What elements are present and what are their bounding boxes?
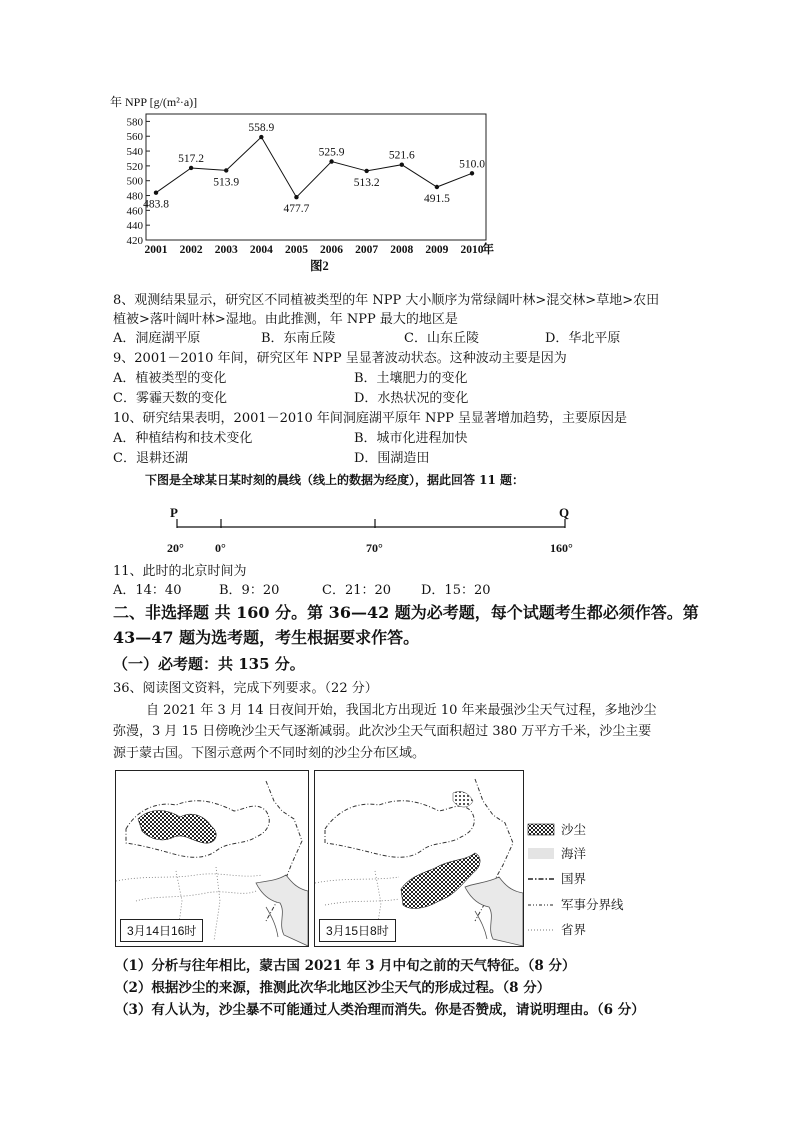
y-tick-label: 420 [126,235,143,247]
y-tick-label: 540 [126,146,143,159]
data-point [189,166,193,170]
terminator-label-70: 70° [366,541,383,555]
data-point [470,171,474,175]
q8-stem-line1: 8、观测结果显示，研究区不同植被类型的年 NPP 大小顺序为常绿阔叶林>混交林>草地>农田 [113,293,660,308]
legend-ocean-swatch [527,847,557,861]
q8-options [113,330,653,348]
q10-option-d[interactable]: D．围湖造田 [354,451,430,466]
map-march-15 [314,770,524,947]
map-march-14 [115,770,309,947]
q9-option-d[interactable]: D．水热状况的变化 [354,391,469,406]
q36-para-line1: 自 2021 年 3 月 14 日夜间开始，我国北方出现近 10 年来最强沙尘天气过程，多地沙尘 [146,703,657,718]
required-section-heading: （一）必考题：共 135 分。 [113,655,305,673]
legend-border-swatch [527,872,557,886]
figure-intro: 下图是全球某日某时刻的晨线（线上的数据为经度），据此回答 11 题： [145,473,525,487]
legend-province-swatch [527,923,557,937]
q10-stem: 10、研究结果表明，2001－2010 年间洞庭湖平原年 NPP 呈显著增加趋势，主要原因是 [113,411,627,426]
data-value-label: 477.7 [283,203,310,216]
q9-stem: 9、2001－2010 年间，研究区年 NPP 呈显著波动状态。这种波动主要是因为 [113,351,567,366]
q9-options-row1 [113,370,513,388]
legend-military-line-label: 军事分界线 [561,898,624,912]
data-point [329,159,333,163]
data-point [435,185,439,189]
legend-dust-label: 沙尘 [561,823,587,837]
q36-para-line3: 源于蒙古国。下图示意两个不同时刻的沙尘分布区域。 [113,746,426,761]
y-tick-label: 480 [126,190,143,203]
q36-sub2: （2）根据沙尘的来源，推测此次华北地区沙尘天气的形成过程。（8 分） [115,980,551,996]
q8-option-a[interactable]: A．洞庭湖平原 [113,331,201,346]
x-tick-label: 2007 [355,244,379,256]
data-point [364,169,368,173]
y-tick-label: 460 [126,205,143,218]
legend-border-label: 国界 [561,872,587,886]
chart-caption: 图2 [310,259,329,273]
data-point [294,195,298,199]
section2-heading-line2: 43—47 题为选考题，考生根据要求作答。 [113,628,420,647]
q10-options-row1 [113,430,513,448]
map-march-14-label: 3月14日16时 [120,919,203,942]
data-point [400,162,404,166]
data-value-label: 513.2 [353,176,380,189]
q36-para-line2: 弥漫，3 月 15 日傍晚沙尘天气逐渐减弱。此次沙尘天气面积超过 380 万平方千米，沙尘主要 [113,724,652,739]
x-tick-label: 2009 [425,244,449,256]
q8-stem-line2: 植被>落叶阔叶林>湿地。由此推测，年 NPP 最大的地区是 [113,312,458,327]
terminator-line-figure [160,500,600,560]
data-value-label: 513.9 [213,176,240,189]
legend-dust-swatch [527,823,557,837]
q36-sub3: （3）有人认为，沙尘暴不可能通过人类治理而消失。你是否赞成，请说明理由。（6 分） [115,1002,645,1018]
x-tick-label: 2003 [214,244,238,256]
q8-option-d[interactable]: D．华北平原 [545,331,621,346]
q9-option-c[interactable]: C．雾霾天数的变化 [113,391,227,406]
section2-heading-line1: 二、非选择题 共 160 分。第 36—42 题为必考题，每个试题考生都必须作答。第 [113,603,699,622]
terminator-end-q: Q [559,505,570,520]
x-tick-label: 2001 [144,244,168,256]
map-march-15-label: 3月15日8时 [319,919,396,942]
data-point [259,135,263,139]
q8-option-c[interactable]: C．山东丘陵 [404,331,479,346]
q9-option-a[interactable]: A．植被类型的变化 [113,371,227,386]
data-value-label: 558.9 [248,122,275,135]
data-value-label: 521.6 [388,149,415,162]
x-tick-label: 2004 [249,244,273,256]
data-value-label: 517.2 [178,152,205,165]
q9-options-row2 [113,390,513,408]
y-tick-label: 440 [126,220,143,233]
x-tick-label: 2005 [284,244,308,256]
y-tick-label: 520 [126,160,143,173]
q11-stem: 11、此时的北京时间为 [113,564,247,579]
q10-option-c[interactable]: C．退耕还湖 [113,451,188,466]
q11-option-c[interactable]: C．21：20 [322,583,392,598]
q36-stem: 36、阅读图文资料，完成下列要求。（22 分） [113,681,378,696]
chart-y-axis-label: 年 NPP [g/(m²·a)] [110,95,198,109]
q11-option-d[interactable]: D．15：20 [421,583,491,598]
map-legend [527,820,627,945]
y-tick-label: 580 [126,116,143,129]
q8-option-b[interactable]: B．东南丘陵 [261,331,336,346]
data-value-label: 483.8 [143,198,169,211]
q10-option-a[interactable]: A．种植结构和技术变化 [113,431,253,446]
terminator-label-20: 20° [167,541,184,555]
terminator-label-160: 160° [550,541,573,555]
terminator-label-0: 0° [215,541,226,555]
data-value-label: 510.0 [459,158,485,171]
q11-option-a[interactable]: A．14：40 [113,583,182,598]
q10-options-row2 [113,450,513,468]
legend-ocean-label: 海洋 [561,847,587,861]
data-point [154,191,158,195]
x-tick-label: 2010 [460,244,484,256]
data-point [224,168,228,172]
x-tick-label: 2008 [390,244,414,256]
terminator-end-p: P [170,505,178,520]
legend-province-label: 省界 [561,923,587,937]
x-tick-label: 2006 [320,244,344,256]
y-tick-label: 560 [126,131,143,144]
data-value-label: 525.9 [318,146,345,159]
data-value-label: 491.5 [423,193,450,206]
chart-x-suffix: 年 [482,242,495,256]
x-tick-label: 2002 [179,244,203,256]
npp-series-line [156,137,472,197]
q36-sub1: （1）分析与往年相比，蒙古国 2021 年 3 月中旬之前的天气特征。（8 分） [115,958,576,974]
npp-line-chart [110,92,510,274]
y-tick-label: 500 [126,175,143,188]
q11-options [113,582,533,600]
q9-option-b[interactable]: B．土壤肥力的变化 [354,371,468,386]
q11-option-b[interactable]: B．9：20 [219,583,280,598]
q10-option-b[interactable]: B．城市化进程加快 [354,431,468,446]
legend-military-line-swatch [527,898,557,912]
